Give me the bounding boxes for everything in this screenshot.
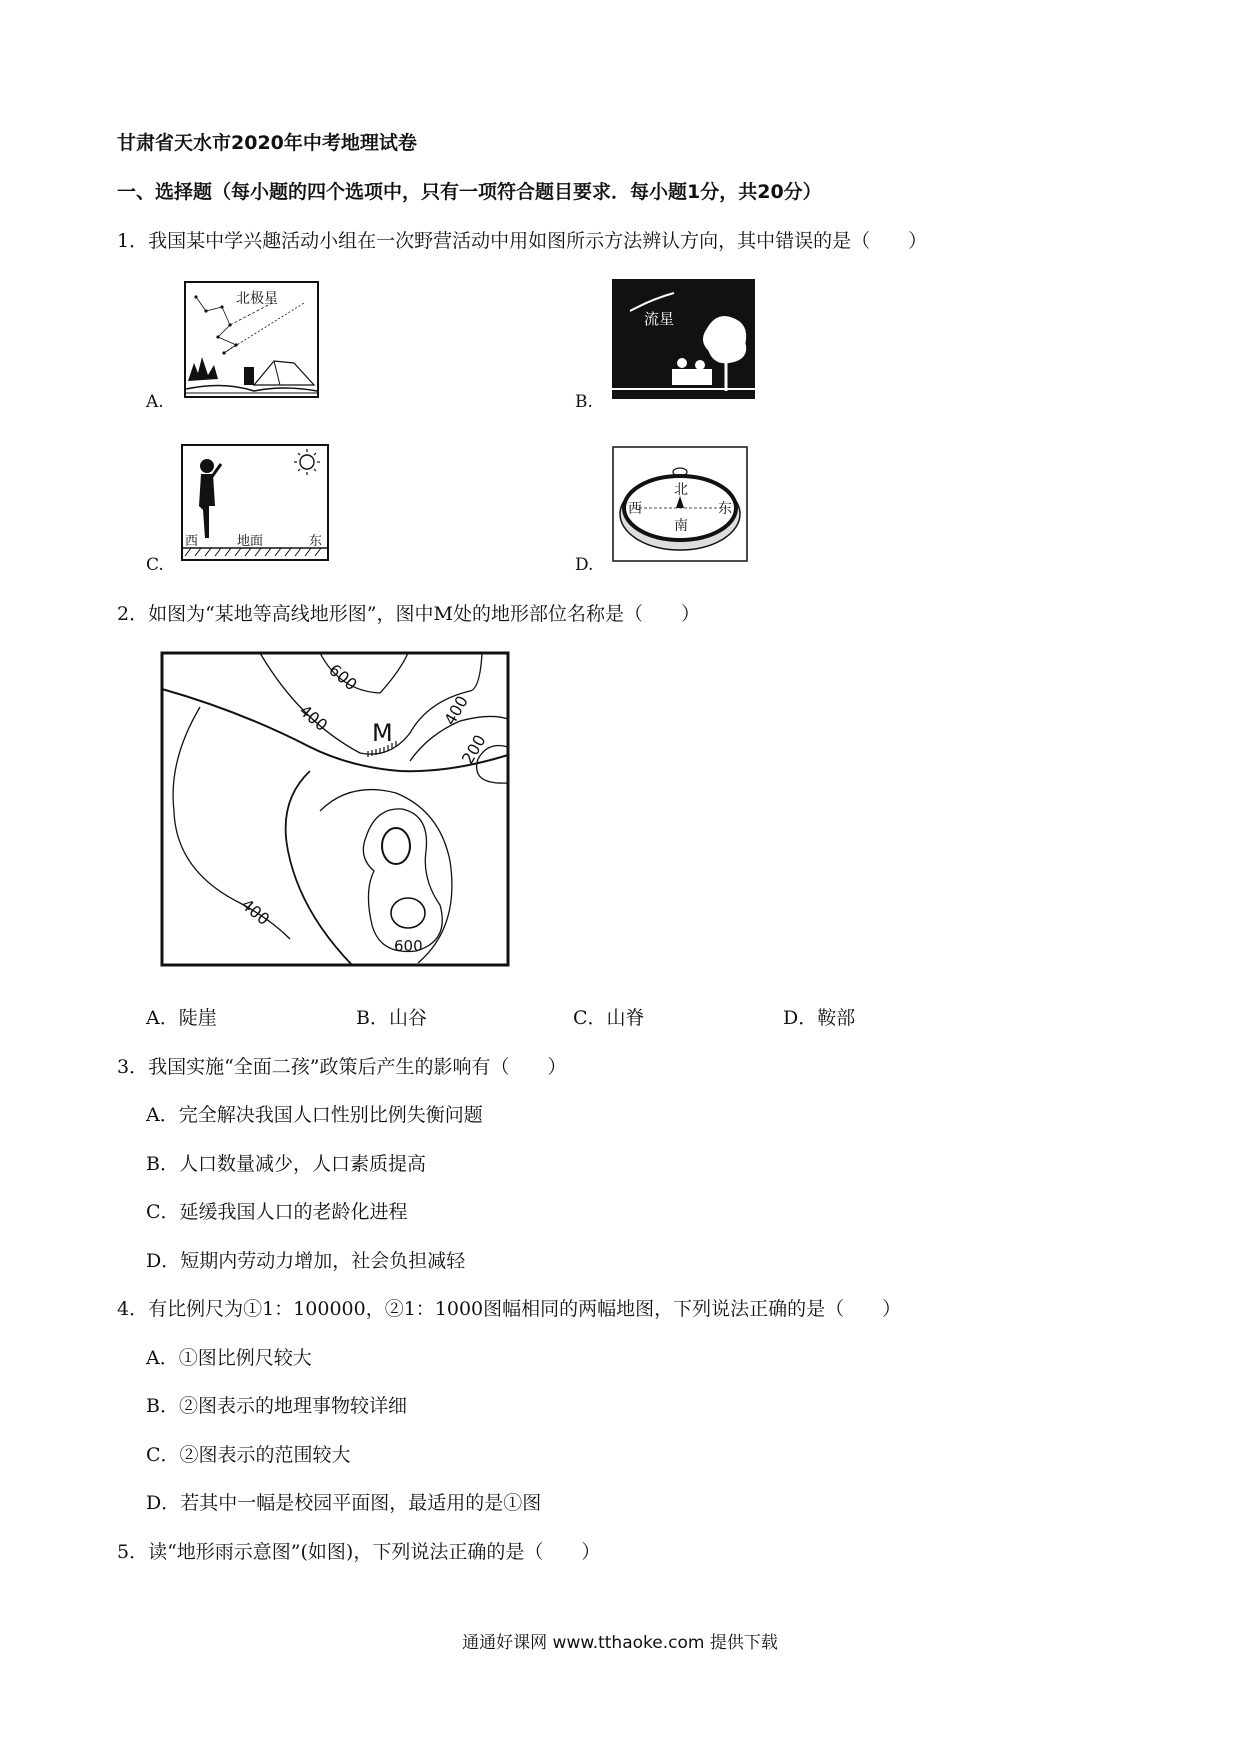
q1-option-d-label: D. (575, 555, 594, 575)
q1-option-b-label: B. (575, 392, 593, 412)
compass-east-label: 东 (718, 501, 732, 517)
compass-figure (612, 446, 748, 562)
contour-label-400-bottom: 400 (237, 894, 274, 930)
compass-west-label: 西 (628, 501, 642, 517)
polaris-label: 北极星 (236, 291, 278, 307)
page-title: 甘肃省天水市2020年中考地理试卷 (117, 132, 417, 154)
contour-label-600-bottom: 600 (394, 937, 423, 955)
section-heading: 一、选择题（每小题的四个选项中，只有一项符合题目要求．每小题1分，共20分） (117, 181, 822, 203)
contour-label-200: 200 (457, 731, 490, 768)
contour-label-400-right: 400 (440, 692, 472, 729)
q1-option-c-label: C. (146, 555, 164, 575)
question-3: 3．我国实施“全面二孩”政策后产生的影响有（ ） (117, 1056, 567, 1078)
question-5: 5．读“地形雨示意图”(如图)，下列说法正确的是（ ） (117, 1541, 601, 1563)
q1-option-a-label: A. (146, 392, 164, 412)
q2-option-a: A．陡崖 (146, 1007, 217, 1029)
polaris-figure (184, 281, 319, 398)
question-2: 2．如图为“某地等高线地形图”，图中M处的地形部位名称是（ ） (117, 603, 700, 625)
meteor-label: 流星 (644, 310, 675, 328)
question-1: 1．我国某中学兴趣活动小组在一次野营活动中用如图所示方法辨认方向，其中错误的是（ ） (117, 230, 928, 252)
q4-option-d: D．若其中一幅是校园平面图，最适用的是①图 (146, 1492, 542, 1514)
footer-text: 通通好课网 www.tthaoke.com 提供下载 (462, 1633, 778, 1653)
ground-label: 地面 (237, 534, 264, 549)
q2-option-d: D．鞍部 (783, 1007, 856, 1029)
q3-option-c: C．延缓我国人口的老龄化进程 (146, 1201, 408, 1223)
north-label: 北 (674, 482, 688, 498)
q2-option-b: B．山谷 (356, 1007, 427, 1029)
q4-option-c: C．②图表示的范围较大 (146, 1444, 351, 1466)
m-label: M (372, 719, 393, 747)
q4-option-b: B．②图表示的地理事物较详细 (146, 1395, 407, 1417)
contour-label-400-left: 400 (295, 700, 332, 736)
south-label: 南 (674, 518, 688, 534)
question-4: 4．有比例尺为①1：100000，②1：1000图幅相同的两幅地图，下列说法正确的是（ ） (117, 1298, 902, 1320)
west-label: 西 (185, 534, 199, 549)
sun-shadow-figure (181, 444, 329, 561)
q3-option-b: B．人口数量减少，人口素质提高 (146, 1153, 426, 1175)
q4-option-a: A．①图比例尺较大 (146, 1347, 312, 1369)
q3-option-d: D．短期内劳动力增加，社会负担减轻 (146, 1250, 466, 1272)
meteor-figure (612, 279, 755, 399)
contour-label-600-top: 600 (325, 660, 361, 695)
east-label: 东 (309, 534, 323, 549)
q2-option-c: C．山脊 (573, 1007, 645, 1029)
q3-option-a: A．完全解决我国人口性别比例失衡问题 (146, 1104, 483, 1126)
contour-map (160, 651, 512, 969)
